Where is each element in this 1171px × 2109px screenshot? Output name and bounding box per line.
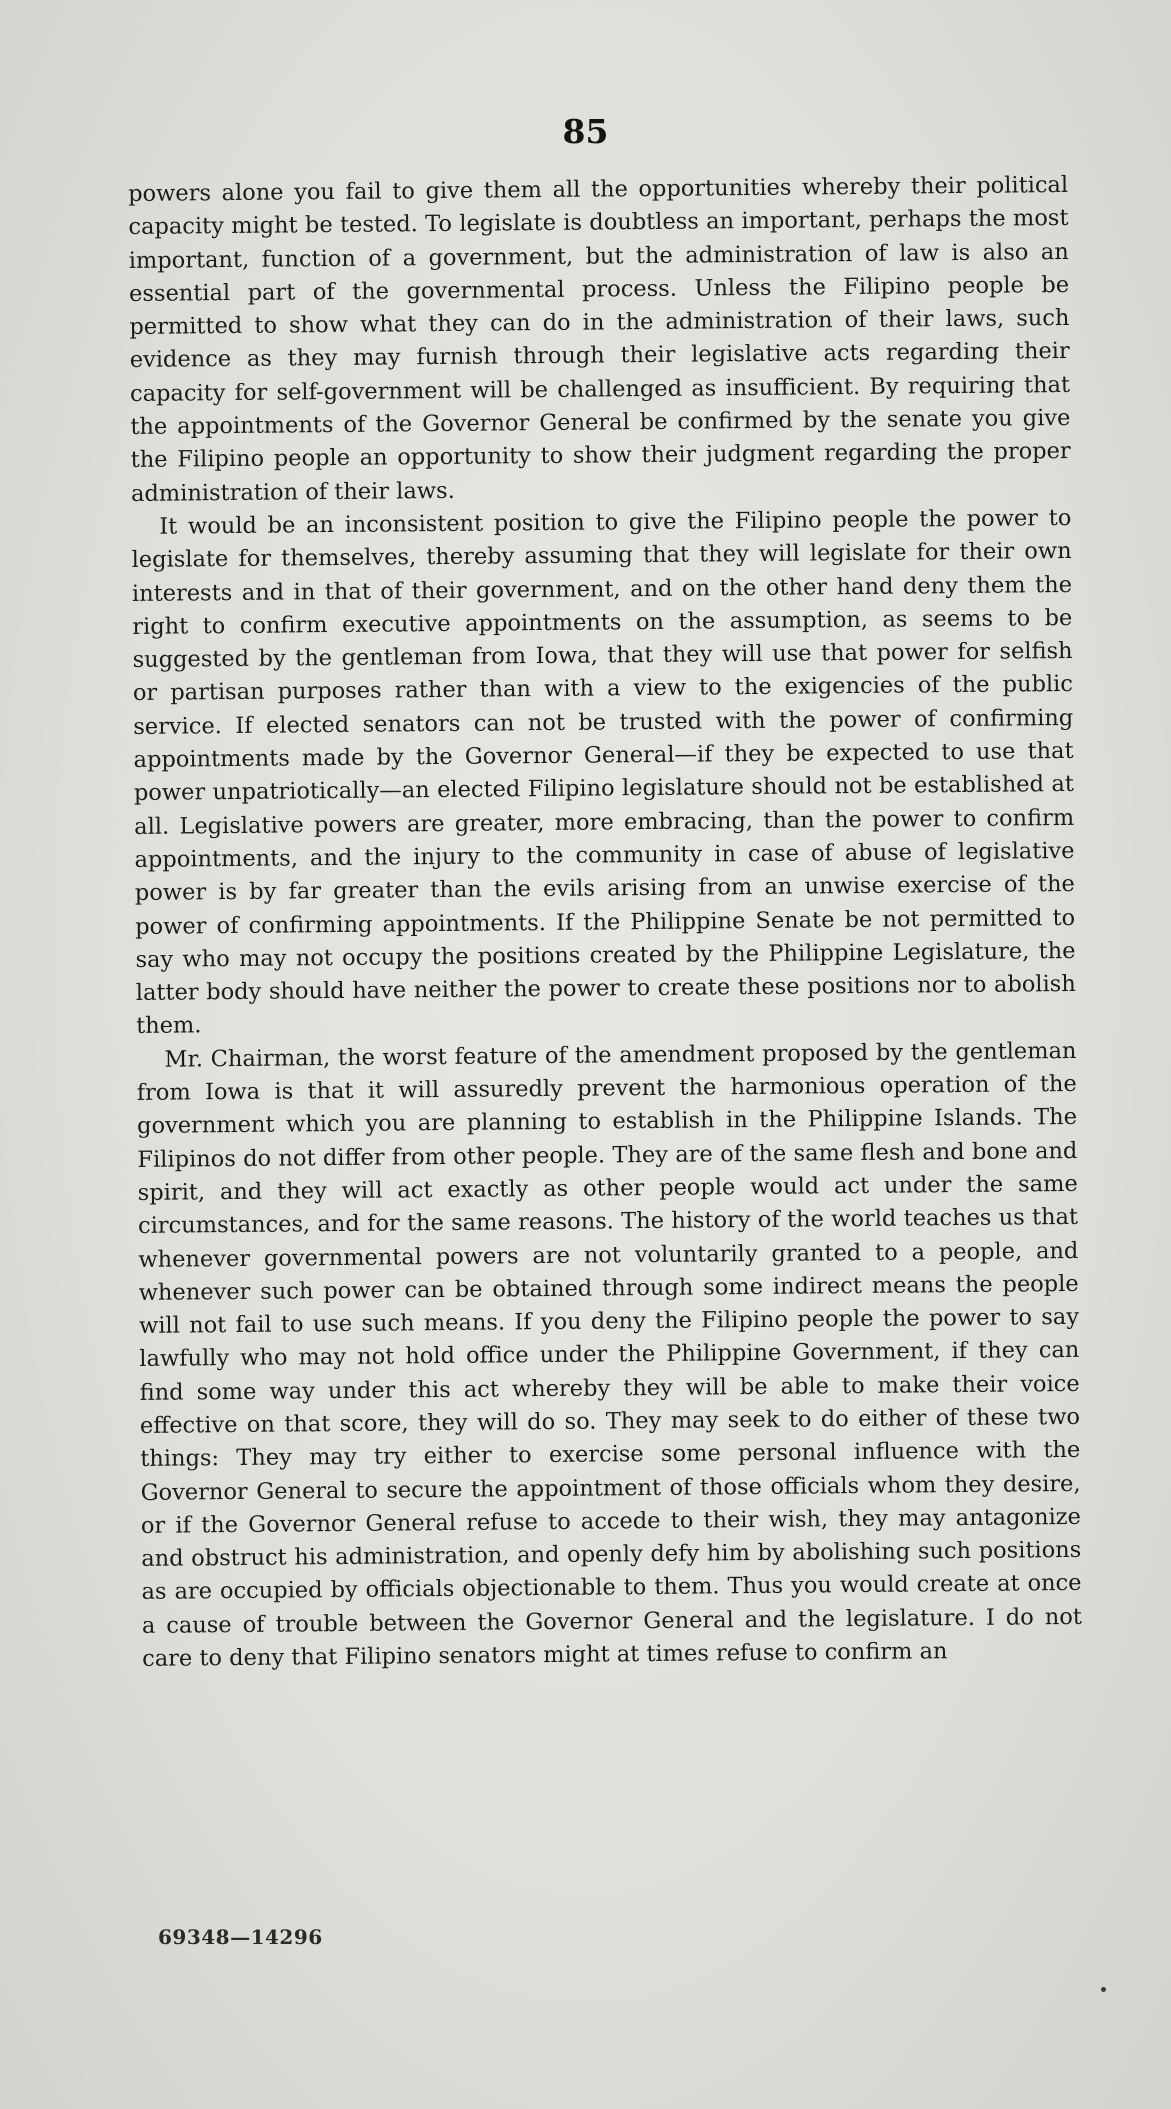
print-code: 69348—14296: [158, 1925, 323, 1949]
paper-speck: [1101, 1987, 1106, 1992]
paragraph-worst-feature: Mr. Chairman, the worst feature of the amendment proposed by the gentleman from Iowa is that it will assuredly prevent the harmonious operation of the government which you are planning to establish in the Philippine Islands. The Filipinos do not differ from other people. They are of the same flesh and bone and spirit, and they will act exactly as other people would act under the same circumstances, and for the same reasons. The history of the world teaches us that whenever governmental powers are not voluntarily granted to a people, and whenever such power can be obtained through some indirect means the people will not fail to use such means. If you deny the Filipino people the power to say lawfully who may not hold office under the Philippine Government, if they can find some way under this act whereby they will be able to make their voice effective on that score, they will do so. They may seek to do either of these two things: They may try either to exercise some personal influence with the Governor General to secure the appointment of those officials whom they desire, or if the Governor General refuse to accede to their wish, they may antagonize and obstruct his administration, and openly defy him by abolishing such positions as are occupied by officials objectionable to them. Thus you would create at once a cause of trouble between the Governor General and the legislature. I do not care to deny that Filipino senators might at times refuse to confirm an: [136, 1037, 1082, 1672]
paragraph-continued: powers alone you fail to give them all the opportunities whereby their political capacity might be tested. To legislate is doubtless an important, perhaps the most important, function of a government, but the administration of law is also an essential part of the governmental process. Unless the Filipino people be permitted to show what they can do in the administration of their laws, such evidence as they may furnish through their legislative acts regarding their capacity for self-government will be challenged as insufficient. By requiring that the appointments of the Governor General be confirmed by the senate you give the Filipino people an opportunity to show their judgment regarding the proper administration of their laws.: [128, 171, 1071, 507]
page-number: 85: [562, 112, 609, 151]
paragraph-inconsistent-position: It would be an inconsistent position to give the Filipino people the power to legislate for themselves, thereby assuming that they will legislate for their own interests and in that of their government, and on the other hand deny them the right to confirm executive appointments on the assumption, as seems to be suggested by the gentleman from Iowa, that they will use that power for selfish or partisan purposes rather than with a view to the exigencies of the public service. If elected senators can not be trusted with the power of confirming appointments made by the Governor General—if they be expected to use that power unpatriotically—an elected Filipino legislature should not be established at all. Legislative powers are greater, more embracing, than the power to confirm appointments, and the injury to the community in case of abuse of legislative power is by far greater than the evils arising from an unwise exercise of the power of confirming appointments. If the Philippine Senate be not permitted to say who may not occupy the positions created by the Philippine Legislature, the latter body should have neither the power to create these positions nor to abolish them.: [131, 504, 1076, 1040]
body-text: [128, 169, 1082, 1676]
